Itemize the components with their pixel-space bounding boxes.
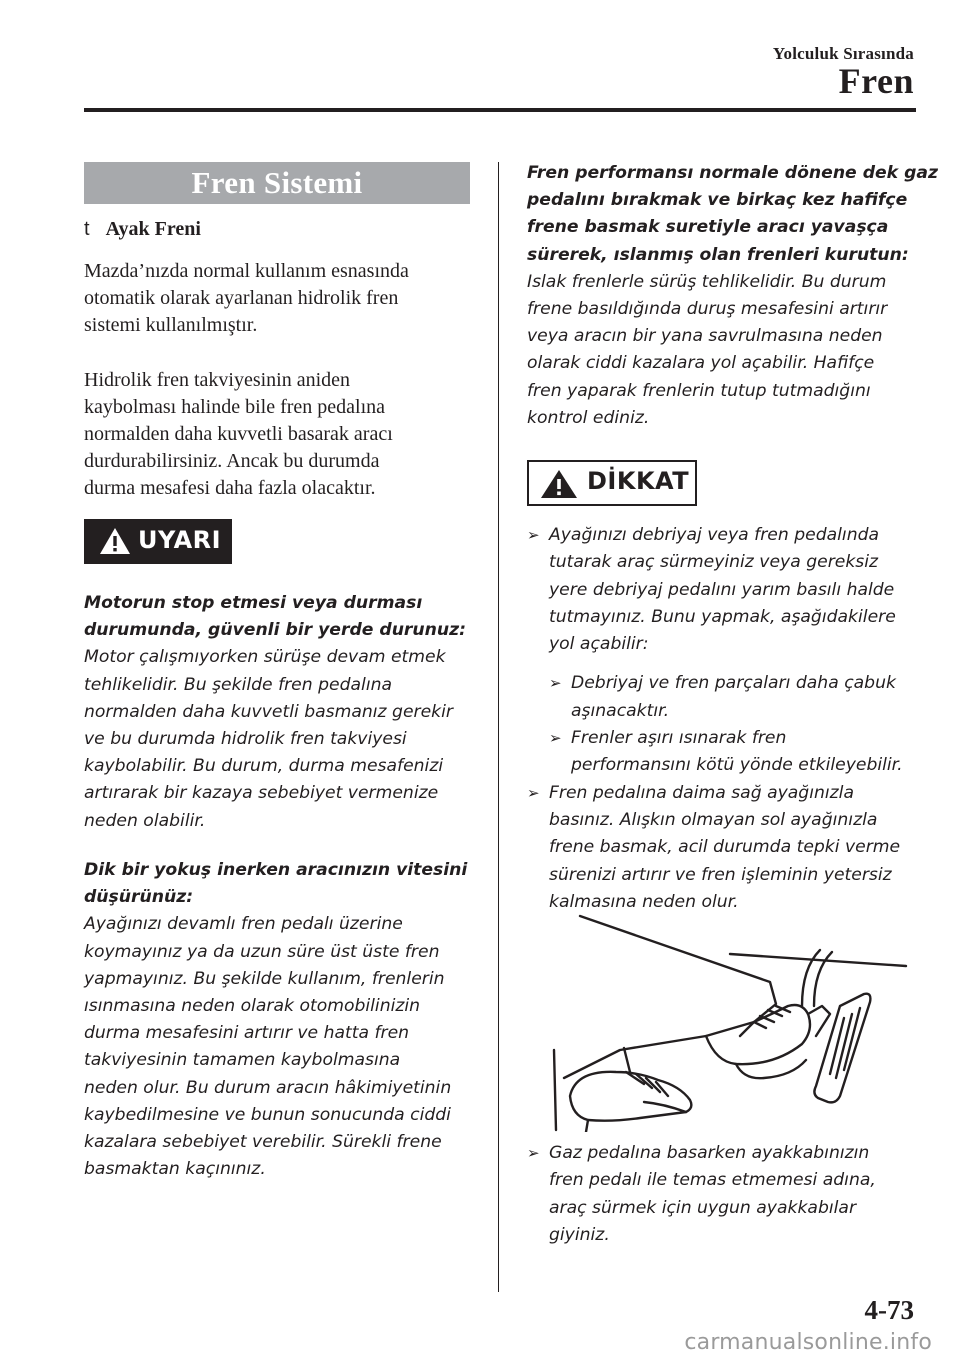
text-line: yol açabilir: [549, 634, 649, 655]
text-line: veya aracın bir yana savrulmasına neden [527, 326, 883, 347]
arrow-bullet-icon: ➢ [527, 1144, 540, 1162]
text-line: sürenizi artırır ve fren işleminin yetersiz [549, 864, 892, 885]
text-line: fren pedalı ile temas etmemesi adına, [549, 1170, 876, 1191]
paragraph-booster [84, 367, 484, 502]
caution-label: DİKKAT [587, 467, 690, 495]
arrow-bullet-icon: ➢ [527, 783, 540, 802]
warning-title-line: Fren performansı normale dönene dek gaz [527, 163, 938, 183]
watermark: carmanualsonline.info [684, 1330, 932, 1355]
subsection-heading-text: Ayak Freni [105, 218, 201, 240]
text-line: Fren pedalına daima sağ ayağınızla [549, 782, 854, 803]
sub-list-item [549, 725, 922, 780]
text-line: basınız. Alışkın olmayan sol ayağınızla [549, 809, 878, 830]
section-title: Fren [838, 61, 914, 101]
text-line: Gaz pedalına basarken ayakkabınızın [549, 1143, 870, 1163]
column-divider [498, 162, 499, 1292]
text-line: frene basmak, acil durumda tepki verme [549, 837, 901, 858]
warning-title-line: düşürünüz: [84, 887, 194, 908]
chapter-title: Yolculuk Sırasında [772, 44, 914, 63]
caution-triangle-icon [539, 468, 579, 500]
text-line: Frenler aşırı ısınarak fren [571, 728, 787, 749]
arrow-bullet-icon: ➢ [549, 674, 562, 693]
header-rule [84, 108, 916, 112]
text-line: sistemi kullanılmıştır. [84, 314, 258, 336]
list-item [527, 1140, 922, 1249]
text-line: neden olur. Bu durum aracın hâkimiyetinin [84, 1077, 452, 1098]
text-line: olarak ciddi kazalara yol açabilir. Hafifçe [527, 353, 875, 374]
text-line: kalmasına neden olur. [549, 891, 739, 912]
text-line: artırarak bir kazaya sebebiyet vermenize [84, 783, 439, 804]
text-line: tutmayınız. Bunu yapmak, aşağıdakilere [549, 606, 896, 627]
warning-title-line: sürerek, ıslanmış olan frenleri kurutun: [527, 244, 909, 265]
list-item [527, 780, 922, 916]
text-line: Islak frenlerle sürüş tehlikelidir. Bu durum [527, 271, 887, 292]
text-line: kazalara sebebiyet verebilir. Sürekli frene [84, 1132, 442, 1153]
warning-downhill [84, 857, 467, 1183]
sub-list-item [549, 670, 922, 725]
warning-title-line: Motorun stop etmesi veya durması [84, 593, 423, 613]
arrow-bullet-icon: ➢ [549, 729, 562, 748]
text-line: ve bu durumda hidrolik fren takviyesi [84, 729, 407, 750]
text-line: yere debriyaj pedalını yarım basılı halde [549, 579, 895, 600]
text-line: Motor çalışmıyorken sürüşe devam etmek [84, 647, 446, 668]
text-line: performansını kötü yönde etkileyebilir. [571, 755, 903, 776]
text-line: giyiniz. [549, 1224, 610, 1245]
text-line: otomatik olarak ayarlanan hidrolik fren [84, 287, 399, 309]
text-line: neden olabilir. [84, 810, 206, 831]
warning-title-line: durumunda, güvenli bir yerde durunuz: [84, 620, 466, 641]
subsection-heading [84, 218, 201, 241]
text-line: Ayağınızı debriyaj veya fren pedalında [549, 525, 880, 545]
text-line: durma mesafesi daha fazla olacaktır. [84, 477, 376, 499]
text-line: aşınacaktır. [571, 700, 670, 721]
text-line: durma mesafesini artırır ve hatta fren [84, 1023, 410, 1044]
warning-label: UYARI [138, 526, 222, 554]
heading-bullet: t [84, 218, 90, 240]
warning-title-line: pedalını bırakmak ve birkaç kez hafifçe [527, 190, 908, 211]
text-line: yapmayınız. Bu şekilde kullanım, frenlerin [84, 968, 445, 989]
pedal-illustration [540, 910, 912, 1132]
arrow-bullet-icon: ➢ [527, 526, 540, 544]
text-line: Debriyaj ve fren parçaları daha çabuk [571, 673, 896, 694]
paragraph-intro [84, 258, 484, 339]
caution-list [527, 522, 922, 916]
text-line: Hidrolik fren takviyesinin aniden [84, 369, 351, 391]
text-line: ısınmasına neden olarak otomobilinizin [84, 996, 421, 1017]
text-line: araç sürmek için uygun ayakkabılar [549, 1197, 857, 1218]
warning-engine-stop [84, 590, 466, 835]
warning-triangle-icon [98, 526, 132, 556]
page-number: 4-73 [864, 1295, 914, 1325]
caution-list-continued [527, 1140, 922, 1249]
warning-title-line: Dik bir yokuş inerken aracınızın vitesini [84, 860, 468, 880]
text-line: kaybolması halinde bile fren pedalına [84, 396, 386, 418]
text-line: koymayınız ya da uzun süre üst üste fren [84, 941, 440, 962]
text-line: Ayağınızı devamlı fren pedalı üzerine [84, 914, 403, 935]
text-line: normalden daha kuvvetli basmanız gerekir [84, 701, 453, 722]
text-line: takviyesinin tamamen kaybolmasına [84, 1050, 401, 1071]
section-banner: Fren Sistemi [84, 162, 470, 204]
text-line: kaybolabilir. Bu durum, durma mesafenizi [84, 756, 444, 777]
warning-badge [84, 519, 232, 564]
caution-badge [527, 460, 697, 506]
text-line: frene basıldığında duruş mesafesini artırır [527, 299, 888, 320]
text-line: normalden daha kuvvetli basarak aracı [84, 423, 393, 445]
text-line: Mazda’nızda normal kullanım esnasında [84, 260, 409, 282]
text-line: durdurabilirsiniz. Ancak bu durumda [84, 450, 380, 472]
warning-title-line: frene basmak suretiyle aracı yavaşça [527, 217, 889, 238]
text-line: fren yaparak frenlerin tutup tutmadığını [527, 380, 871, 401]
warning-wet-brakes [527, 160, 938, 432]
text-line: kaybedilmesine ve bunun sonucunda ciddi [84, 1104, 451, 1125]
text-line: tutarak araç sürmeyiniz veya gereksiz [549, 552, 879, 573]
list-item [527, 522, 922, 658]
text-line: kontrol ediniz. [527, 407, 650, 428]
text-line: tehlikelidir. Bu şekilde fren pedalına [84, 674, 393, 695]
text-line: basmaktan kaçınınız. [84, 1159, 266, 1180]
